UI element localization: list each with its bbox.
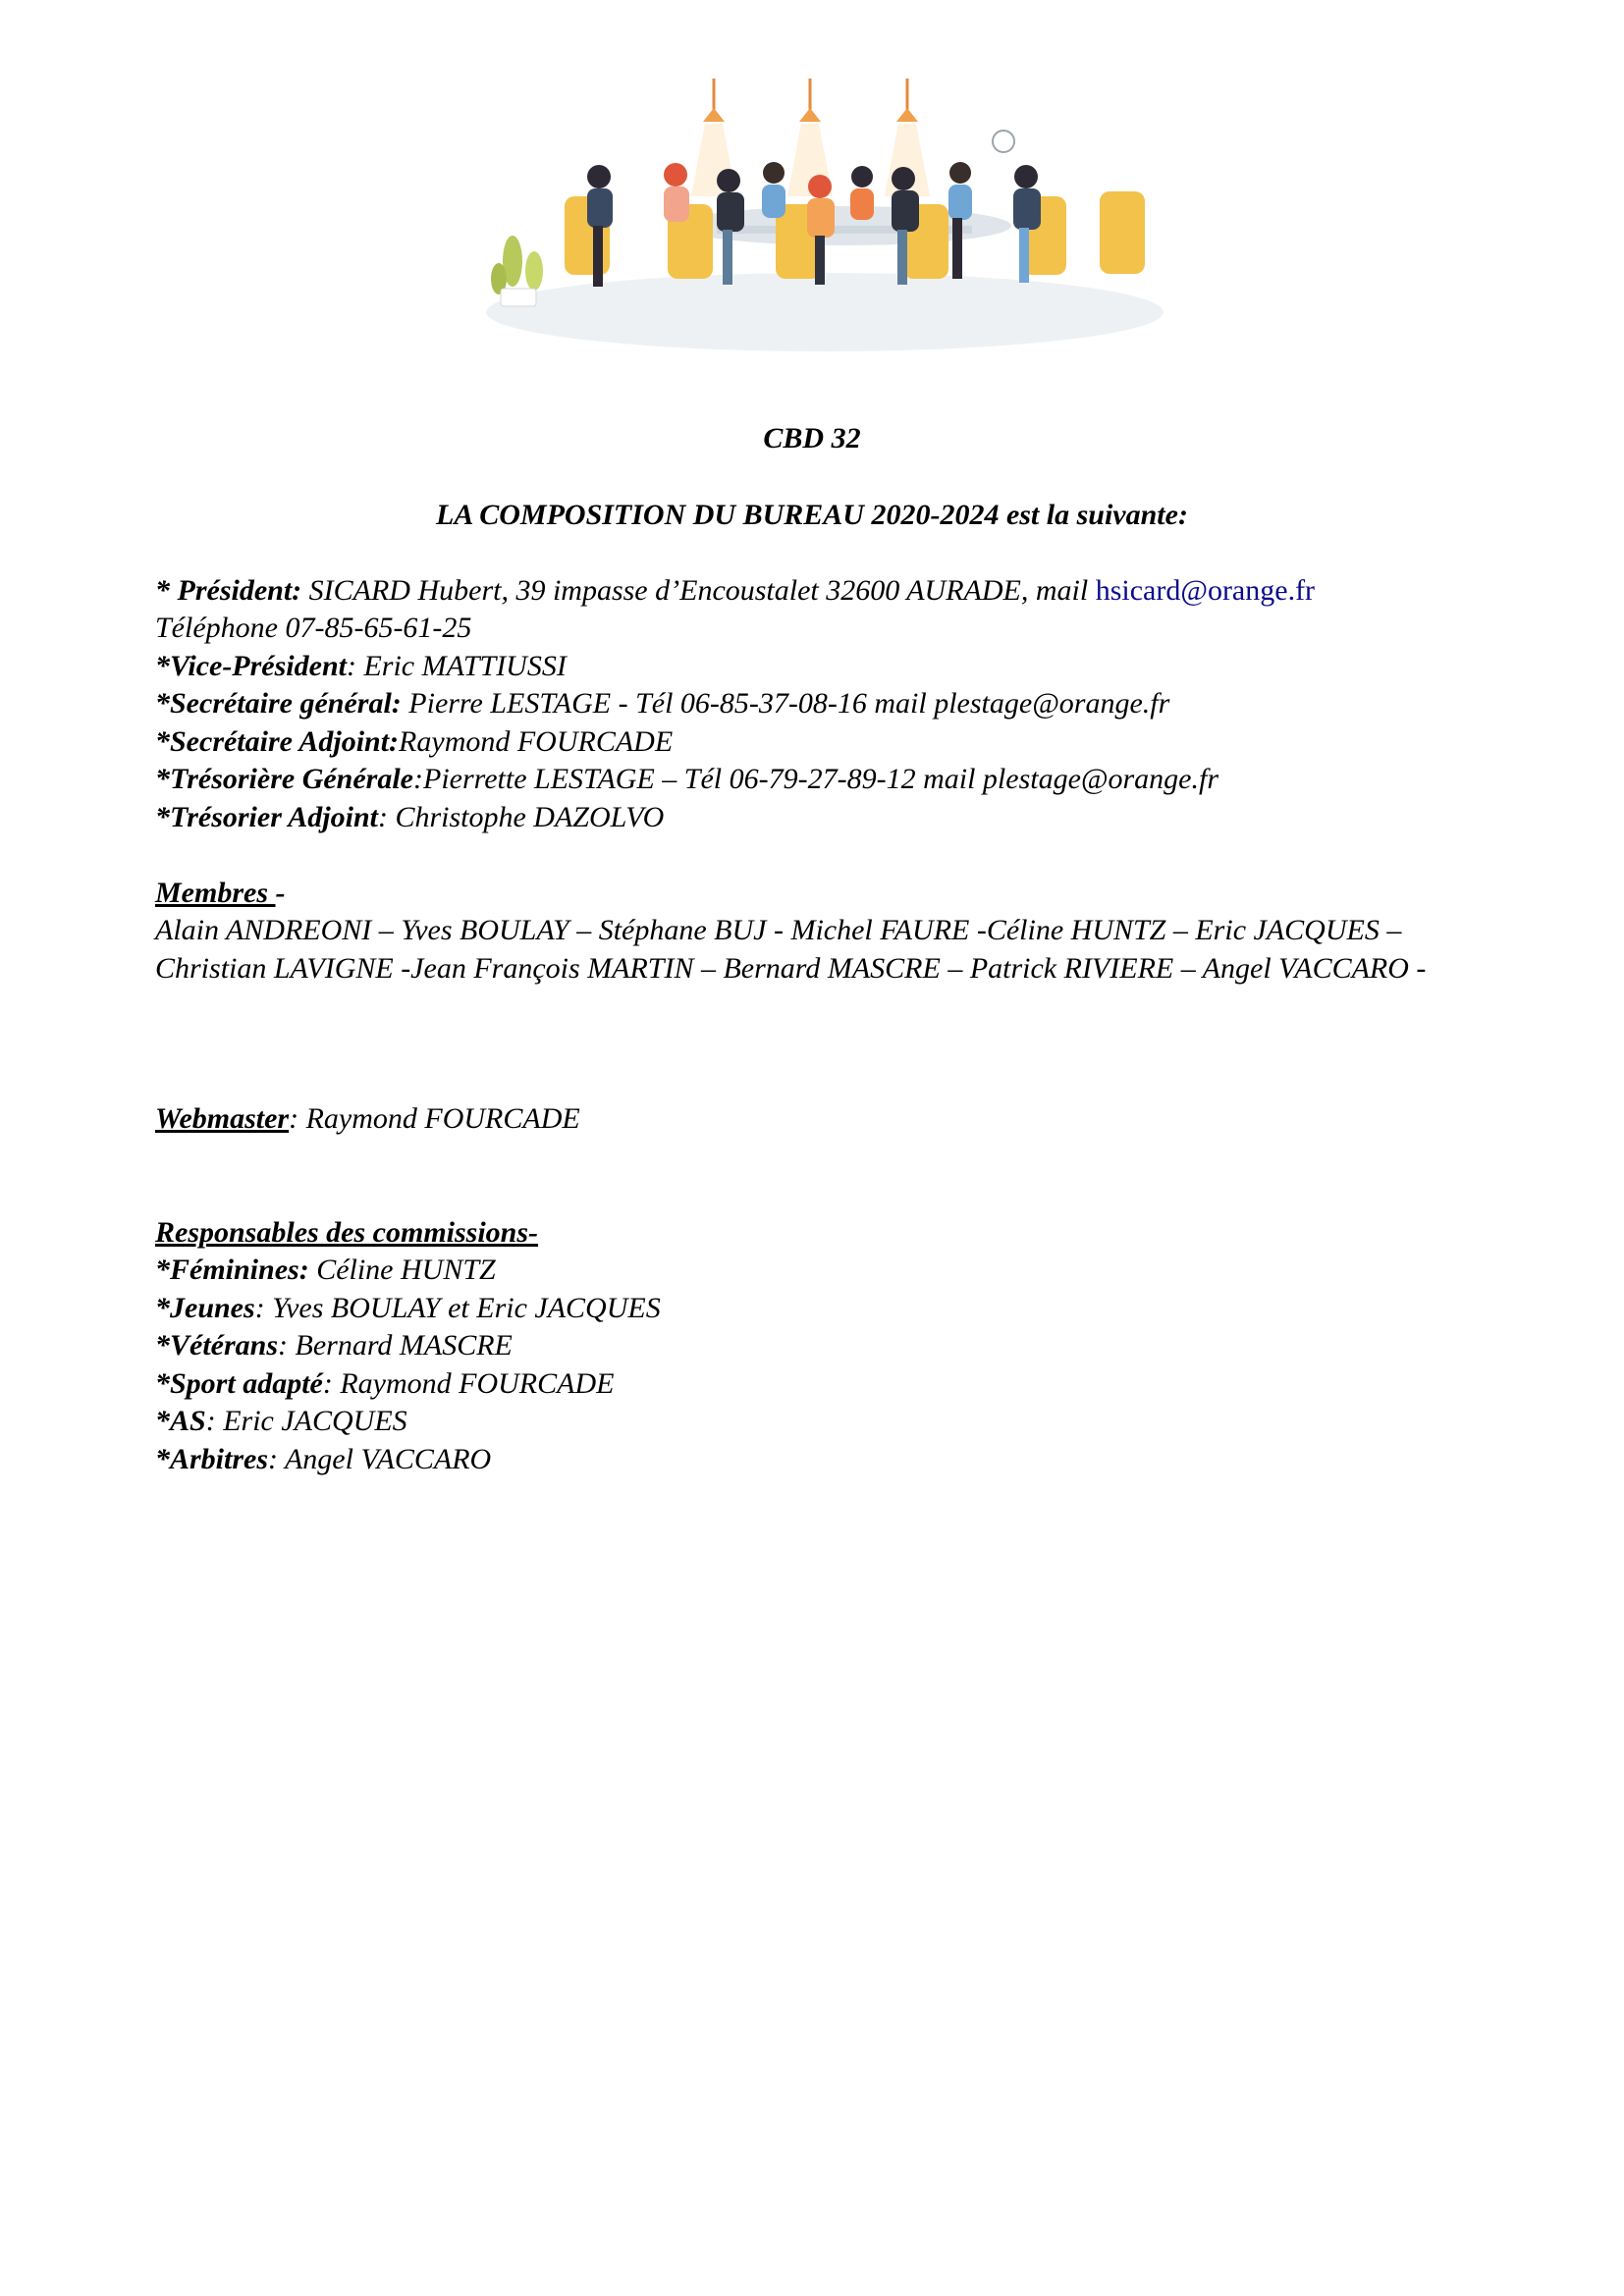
commission-text: : Yves BOULAY et Eric JACQUES bbox=[254, 1292, 661, 1324]
commission-text: : Angel VACCARO bbox=[268, 1443, 492, 1475]
treasurer-adjoint-line bbox=[155, 799, 664, 837]
webmaster-line bbox=[155, 1100, 580, 1139]
members-list: Alain ANDREONI – Yves BOULAY – Stéphane BUJ - Michel FAURE -Céline HUNTZ – Eric JACQUES – Christian LAVIGNE -Jean François MARTIN – Bernard MASCRE – Patrick RIVIERE – Angel VACCARO - bbox=[155, 914, 1427, 985]
members-label-suffix: - bbox=[275, 877, 286, 909]
treasurer-adjoint-text: : Christophe DAZOLVO bbox=[377, 801, 665, 833]
commission-item bbox=[155, 1403, 407, 1441]
treasurer-general-text: :Pierrette LESTAGE – Tél 06-79-27-89-12 mail plestage@orange.fr bbox=[413, 763, 1218, 795]
plant-icon bbox=[491, 236, 543, 306]
vice-president-label: *Vice-Président bbox=[155, 650, 347, 682]
meeting-illustration bbox=[471, 79, 1178, 363]
president-line bbox=[155, 572, 1315, 611]
commission-item bbox=[155, 1252, 496, 1290]
webmaster-text: : Raymond FOURCADE bbox=[289, 1102, 580, 1135]
secretary-adjoint-text: Raymond FOURCADE bbox=[399, 725, 674, 758]
commission-text: : Bernard MASCRE bbox=[278, 1329, 513, 1362]
commission-label: *Arbitres bbox=[155, 1443, 269, 1475]
president-phone: Téléphone 07-85-65-61-25 bbox=[155, 612, 472, 644]
commission-item bbox=[155, 1290, 661, 1328]
secretary-adjoint-line bbox=[155, 723, 673, 762]
commission-label: *AS bbox=[155, 1405, 206, 1437]
commission-item bbox=[155, 1441, 491, 1479]
treasurer-general-label: *Trésorière Générale bbox=[155, 763, 413, 795]
commission-item bbox=[155, 1365, 614, 1404]
page-heading: LA COMPOSITION DU BUREAU 2020-2024 est la suivante: bbox=[436, 499, 1188, 531]
treasurer-general-line bbox=[155, 761, 1218, 799]
clock-icon bbox=[993, 131, 1014, 152]
commission-label: *Sport adapté bbox=[155, 1367, 323, 1400]
members-label: Membres bbox=[155, 877, 276, 909]
secretary-general-text: Pierre LESTAGE - Tél 06-85-37-08-16 mail plestage@orange.fr bbox=[401, 687, 1170, 720]
president-email-link[interactable]: hsicard@orange.fr bbox=[1095, 574, 1316, 607]
commission-label: *Jeunes bbox=[155, 1292, 255, 1324]
webmaster-label: Webmaster bbox=[155, 1102, 290, 1135]
secretary-general-line bbox=[155, 685, 1169, 723]
president-text: SICARD Hubert, 39 impasse d’Encoustalet 32600 AURADE, mail bbox=[301, 574, 1096, 607]
president-label: * Président: bbox=[155, 574, 302, 607]
members-heading bbox=[155, 875, 286, 913]
vice-president-line bbox=[155, 648, 567, 686]
treasurer-adjoint-label: *Trésorier Adjoint bbox=[155, 801, 378, 833]
secretary-adjoint-label: *Secrétaire Adjoint: bbox=[155, 725, 400, 758]
vice-president-text: : Eric MATTIUSSI bbox=[346, 650, 567, 682]
commissions-heading bbox=[155, 1214, 538, 1253]
commission-label: *Vétérans bbox=[155, 1329, 279, 1362]
org-title: CBD 32 bbox=[763, 422, 861, 454]
commission-text: : Eric JACQUES bbox=[205, 1405, 407, 1437]
commission-text: : Raymond FOURCADE bbox=[322, 1367, 615, 1400]
commission-text: Céline HUNTZ bbox=[308, 1254, 496, 1286]
commission-item bbox=[155, 1327, 513, 1365]
commission-label: *Féminines: bbox=[155, 1254, 309, 1286]
secretary-general-label: *Secrétaire général: bbox=[155, 687, 402, 720]
commissions-label: Responsables des commissions- bbox=[155, 1216, 539, 1249]
